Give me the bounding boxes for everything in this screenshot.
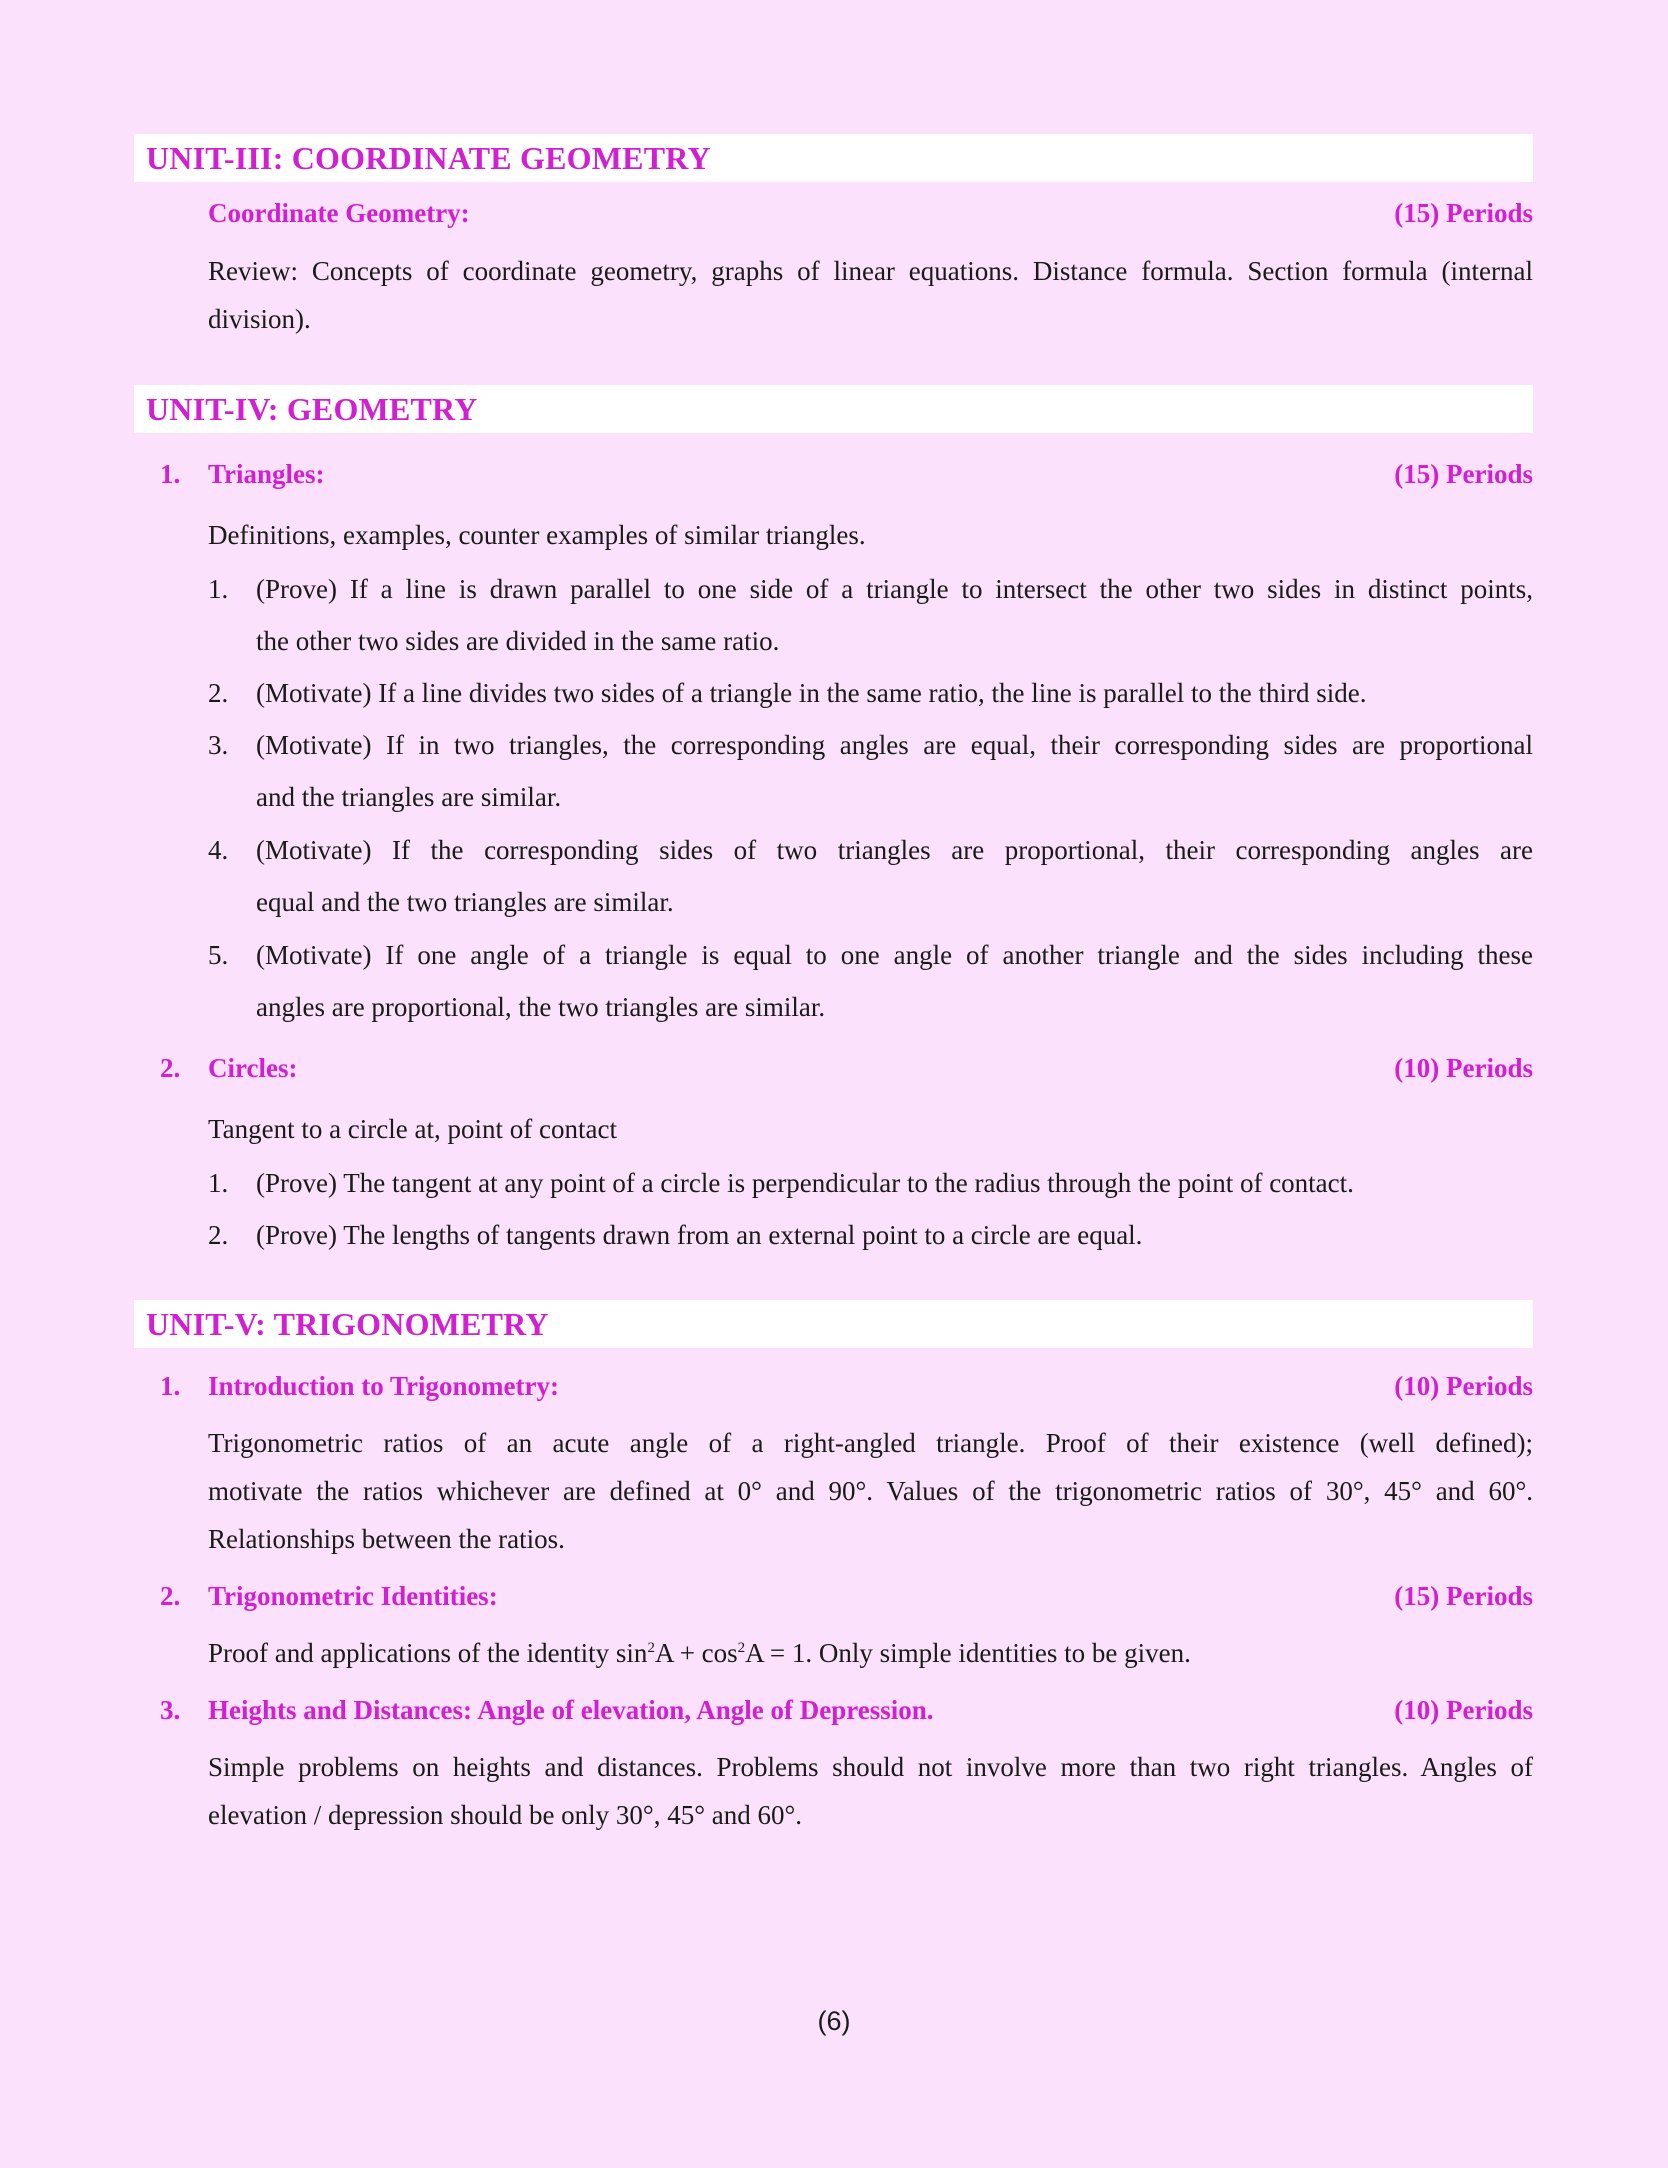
superscript: 2	[647, 1640, 655, 1656]
trig-intro-description	[208, 1419, 1533, 1563]
text-line: (Motivate) If one angle of a triangle is equal to one angle of another triangle and the sides including these	[256, 940, 1533, 970]
topic-number: 2.	[160, 1052, 181, 1083]
list-number: 3.	[208, 730, 229, 760]
superscript: 2	[737, 1640, 746, 1656]
text-line: motivate the ratios whichever are defined at 0° and 90°. Values of the trigonometric ratios of 30°, 45° and 60°.	[208, 1476, 1533, 1506]
list-number: 5.	[208, 940, 229, 970]
list-number: 1.	[208, 1168, 229, 1198]
topic-title: Introduction to Trigonometry:	[208, 1370, 559, 1401]
list-number: 2.	[208, 1220, 229, 1250]
periods-label: (10) Periods	[1394, 1694, 1533, 1725]
unit-5-header	[134, 1300, 1533, 1348]
text-fragment: Proof and applications of the identity sin	[208, 1638, 648, 1668]
periods-label: (15) Periods	[1394, 197, 1533, 228]
unit-3-title: UNIT-III: COORDINATE GEOMETRY	[146, 139, 711, 176]
periods-label: (15) Periods	[1394, 1580, 1533, 1611]
periods-label: (10) Periods	[1394, 1052, 1533, 1083]
topic-number: 1.	[160, 1370, 181, 1401]
text-line: the other two sides are divided in the same ratio.	[256, 626, 780, 656]
list-text	[256, 667, 1533, 719]
list-number: 1.	[208, 574, 229, 604]
text-line: (Prove) The lengths of tangents drawn from an external point to a circle are equal.	[256, 1220, 1143, 1250]
text-line: (Motivate) If in two triangles, the corresponding angles are equal, their corresponding sides are proportional	[256, 730, 1533, 760]
unit-5-topic-1-row	[134, 1366, 1533, 1406]
text-line: Simple problems on heights and distances. Problems should not involve more than two right triangles. Angles of	[208, 1752, 1533, 1782]
unit-3-header	[134, 134, 1533, 182]
list-number: 2.	[208, 678, 229, 708]
topic-number: 2.	[160, 1580, 181, 1611]
list-text	[256, 824, 1533, 928]
topic-title: Circles:	[208, 1052, 298, 1083]
topic-number: 3.	[160, 1694, 181, 1725]
heights-distances-description	[208, 1743, 1533, 1839]
trig-identities-description	[208, 1629, 1533, 1677]
text-line: (Motivate) If the corresponding sides of two triangles are proportional, their corresponding angles are	[256, 835, 1533, 865]
list-text	[256, 719, 1533, 823]
text-line: Relationships between the ratios.	[208, 1524, 565, 1554]
unit-3-description	[208, 247, 1533, 343]
text-line: equal and the two triangles are similar.	[256, 887, 674, 917]
unit-4-title: UNIT-IV: GEOMETRY	[146, 390, 478, 427]
periods-label: (10) Periods	[1394, 1370, 1533, 1401]
list-text	[256, 563, 1533, 667]
text-line: elevation / depression should be only 30°, 45° and 60°.	[208, 1800, 803, 1830]
triangles-intro: Definitions, examples, counter examples of similar triangles.	[208, 520, 866, 550]
topic-title: Coordinate Geometry:	[208, 197, 470, 228]
list-number: 4.	[208, 835, 229, 865]
page-number: (6)	[817, 2006, 851, 2036]
text-fragment: A + cos	[654, 1638, 738, 1668]
text-line: angles are proportional, the two triangles are similar.	[256, 992, 826, 1022]
unit-4-topic-2-row	[134, 1048, 1533, 1088]
unit-4-header	[134, 385, 1533, 433]
unit-4-topic-1-row	[134, 454, 1533, 494]
unit-5-topic-2-row	[134, 1576, 1533, 1616]
text-line: (Motivate) If a line divides two sides of a triangle in the same ratio, the line is parallel to the third side.	[256, 678, 1367, 708]
unit-5-topic-3-row	[134, 1690, 1533, 1730]
topic-number: 1.	[160, 458, 181, 489]
text-line: (Prove) If a line is drawn parallel to one side of a triangle to intersect the other two sides in distinct points,	[256, 574, 1533, 604]
text-line: (Prove) The tangent at any point of a circle is perpendicular to the radius through the point of contact.	[256, 1168, 1354, 1198]
unit-3-topic-row	[134, 193, 1533, 233]
circles-intro: Tangent to a circle at, point of contact	[208, 1114, 617, 1144]
text-line: Trigonometric ratios of an acute angle of a right-angled triangle. Proof of their existence (well defined);	[208, 1428, 1533, 1458]
text-line: division).	[208, 304, 311, 334]
text-line: and the triangles are similar.	[256, 782, 562, 812]
unit-5-title: UNIT-V: TRIGONOMETRY	[146, 1305, 549, 1342]
topic-title: Trigonometric Identities:	[208, 1580, 498, 1611]
list-text	[256, 929, 1533, 1033]
list-text	[256, 1209, 1533, 1261]
topic-title: Heights and Distances: Angle of elevation, Angle of Depression.	[208, 1694, 934, 1725]
list-text	[256, 1157, 1533, 1209]
text-line: Review: Concepts of coordinate geometry, graphs of linear equations. Distance formula. Section formula (internal	[208, 256, 1533, 286]
topic-title: Triangles:	[208, 458, 325, 489]
periods-label: (15) Periods	[1394, 458, 1533, 489]
text-fragment: A = 1. Only simple identities to be given.	[745, 1638, 1191, 1668]
